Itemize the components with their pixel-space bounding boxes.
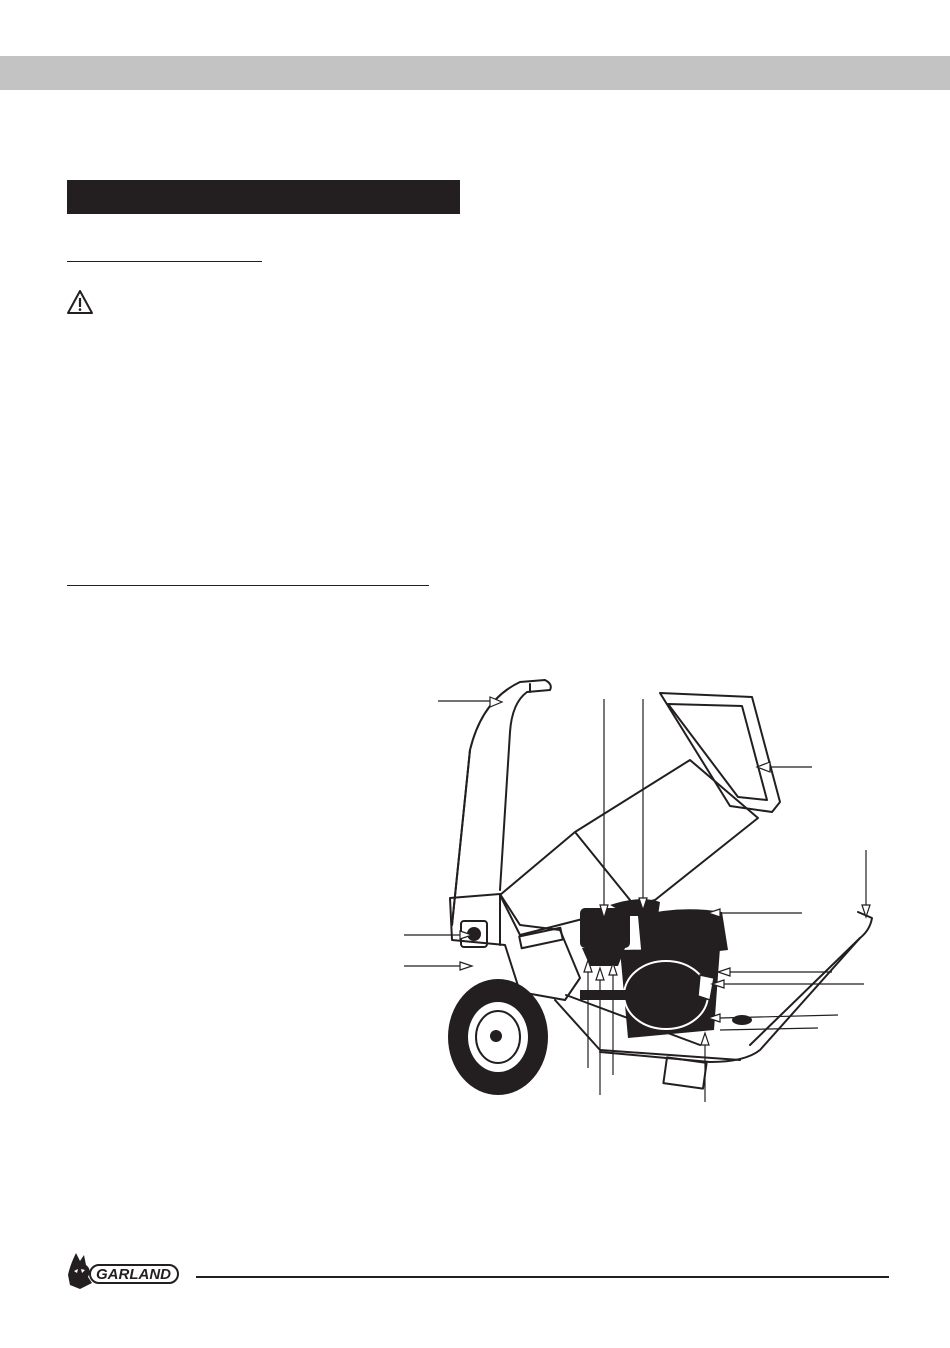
engine [580, 899, 752, 1038]
section-title-bar [67, 180, 460, 214]
header-band [0, 56, 950, 90]
warning-triangle-icon [66, 289, 94, 315]
discharge-chute [452, 680, 551, 925]
logo-wordmark: GARLAND [96, 1266, 171, 1283]
subheading-underline [67, 261, 262, 262]
subheading-underline [67, 585, 429, 586]
wood-chipper-diagram [395, 670, 875, 1110]
wheel [448, 979, 548, 1095]
hopper [660, 693, 780, 812]
lynx-head-icon [68, 1253, 92, 1289]
footer-rule [196, 1276, 889, 1278]
garland-logo [66, 1249, 184, 1293]
